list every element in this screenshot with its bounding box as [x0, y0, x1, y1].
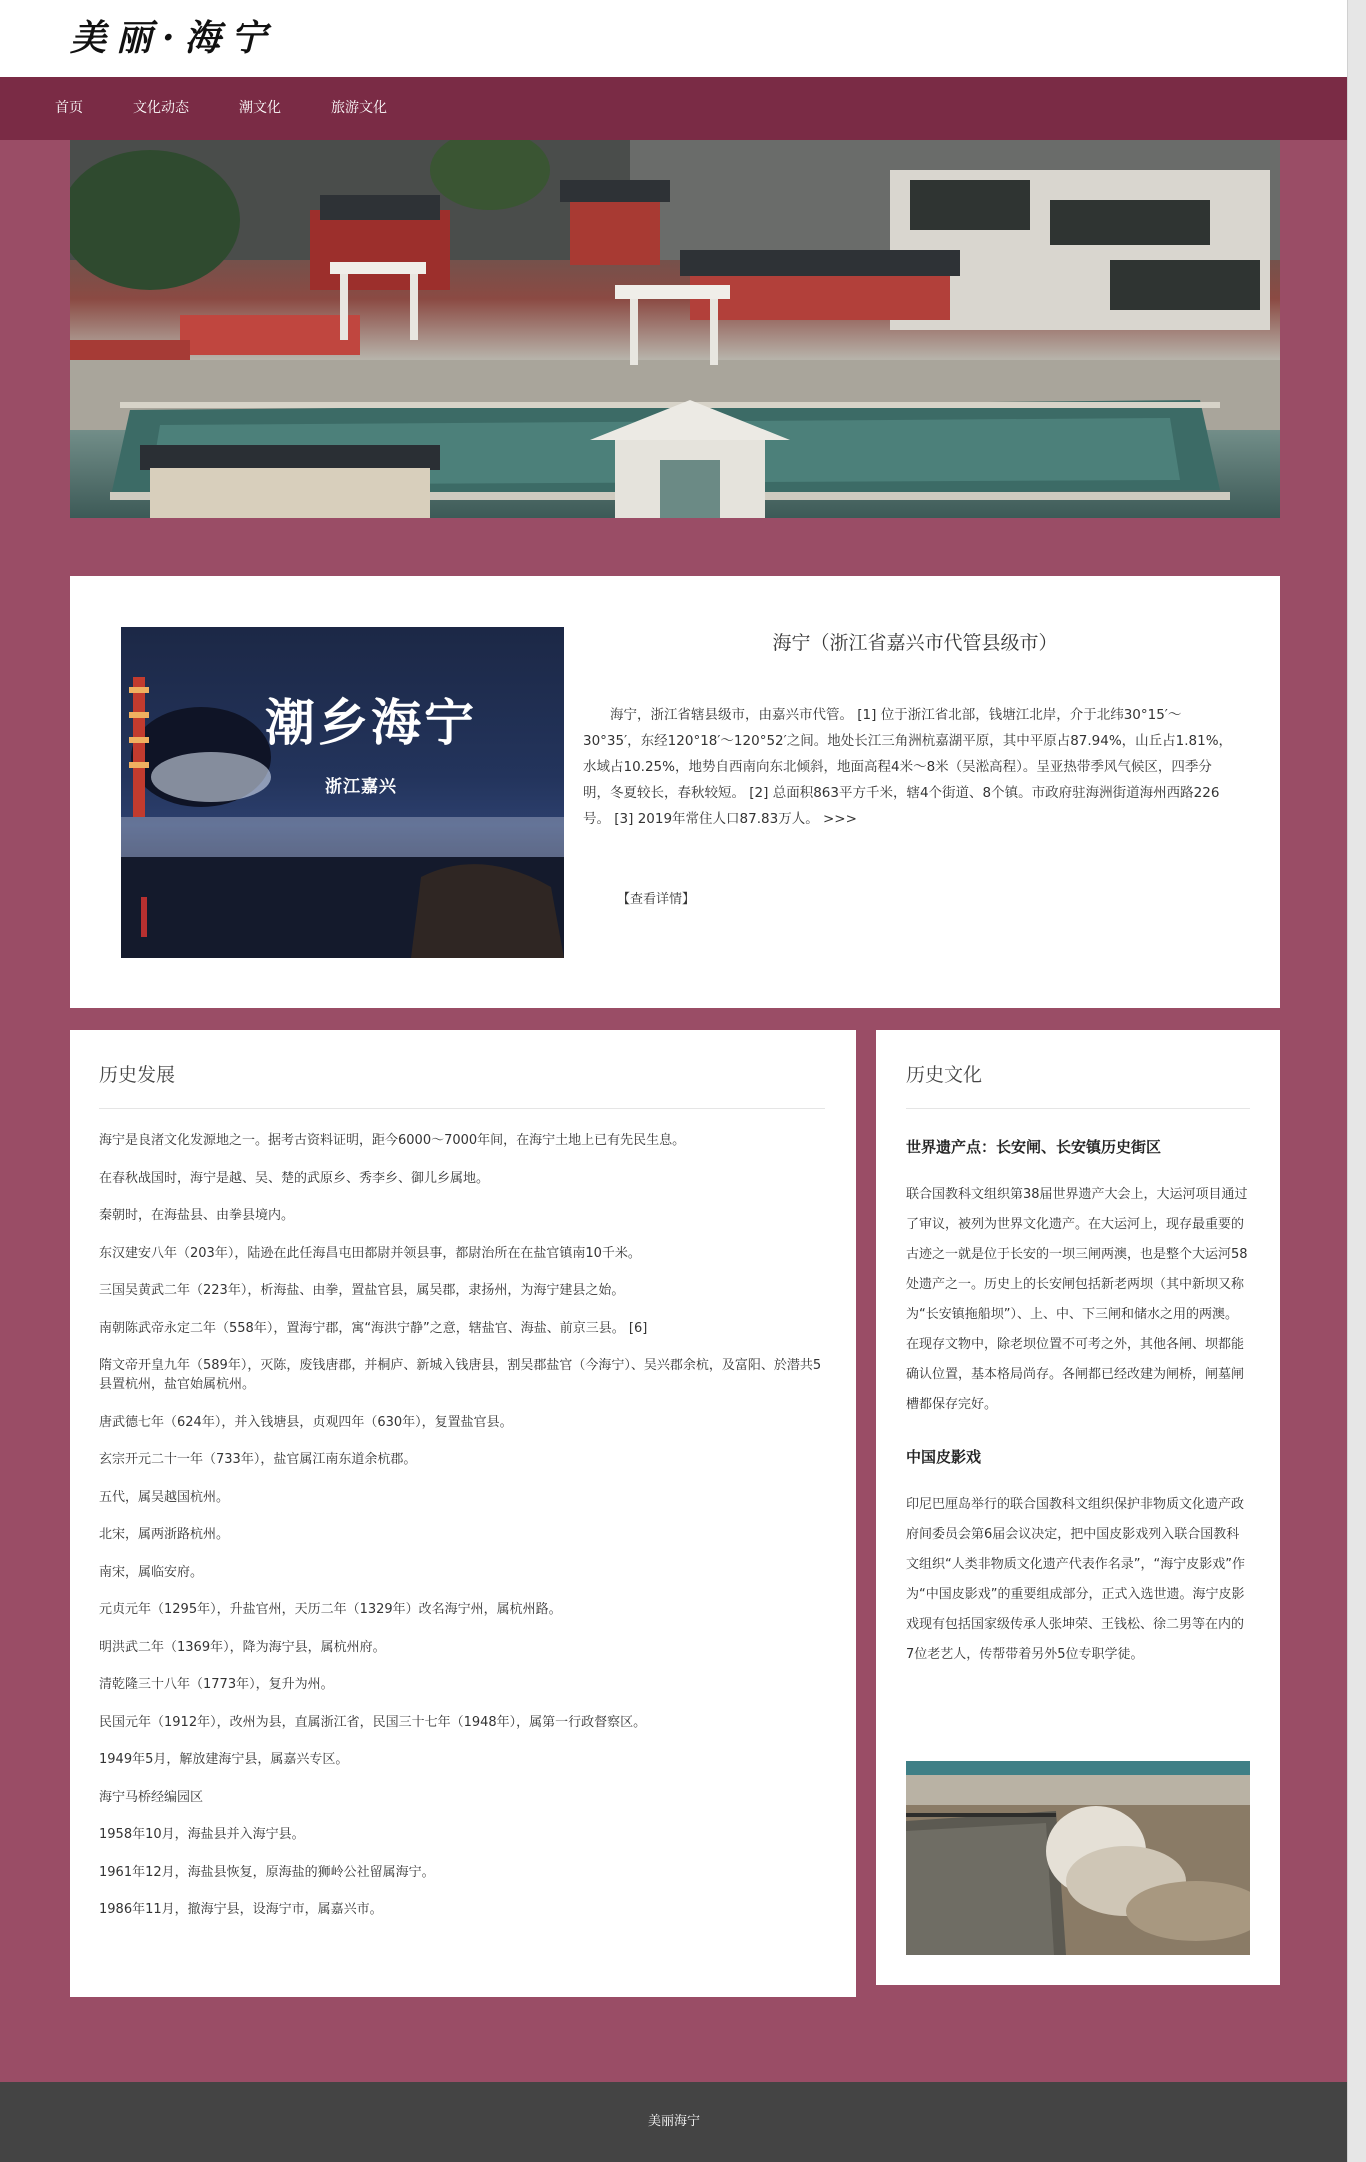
- history-item: 清乾隆三十八年（1773年），复升为州。: [99, 1677, 334, 1692]
- culture-section: [876, 1030, 1280, 1985]
- culture-heading: 历史文化: [906, 1060, 1250, 1109]
- history-item: 北宋，属两浙路杭州。: [99, 1527, 230, 1542]
- history-item: 1958年10月，海盐县并入海宁县。: [99, 1827, 305, 1842]
- intro-description: 海宁，浙江省辖县级市，由嘉兴市代管。 [1] 位于浙江省北部，钱塘江北岸，介于北纬30°15′～30°35′，东经120°18′～120°52′之间。地处长江三角洲杭嘉湖平原，其中平原占87.94%，山丘占1.81%，水域占10.25%，地势自西南向东北倾斜，地面高程4米～8米（吴淞高程）。呈亚热带季风气候区，四季分明，冬夏较长，春秋较短。 [2] 总面积863平方千米，辖4个街道、8个镇。市政府驻海洲街道海州西路226号。 [3] 2019年常住人口87.83万人。 >>>: [583, 707, 1233, 827]
- intro-poster-image: [121, 627, 564, 958]
- nav-item-home[interactable]: 首页: [55, 100, 83, 116]
- view-details-link[interactable]: 【查看详情】: [617, 892, 696, 907]
- history-item: 1949年5月，解放建海宁县，属嘉兴专区。: [99, 1752, 349, 1767]
- world-heritage-title: 世界遗产点：长安闸、长安镇历史街区: [906, 1138, 1162, 1156]
- nav-item-culture-news[interactable]: 文化动态: [133, 100, 189, 116]
- shadow-play-title: 中国皮影戏: [906, 1448, 982, 1466]
- history-item: 五代，属吴越国杭州。: [99, 1489, 230, 1505]
- history-item: 1986年11月，撤海宁县，设海宁市，属嘉兴市。: [99, 1902, 383, 1917]
- history-section: [70, 1030, 856, 1997]
- site-header: [0, 0, 1348, 77]
- history-item: 三国吴黄武二年（223年），析海盐、由拳，置盐官县，属吴郡，隶扬州，为海宁建县之始。: [99, 1283, 625, 1298]
- tidal-bore-illustration: [906, 1761, 1250, 1955]
- nav-item-travel-culture[interactable]: 旅游文化: [331, 100, 387, 116]
- history-item: 东汉建安八年（203年），陆逊在此任海昌屯田都尉并领县事，都尉治所在在盐官镇南10千米。: [99, 1245, 641, 1261]
- main-nav: [0, 77, 1348, 140]
- intro-title: 海宁（浙江省嘉兴市代管县级市）: [772, 632, 1058, 654]
- history-item: 元贞元年（1295年），升盐官州，天历二年（1329年）改名海宁州，属杭州路。: [99, 1602, 562, 1617]
- history-item: 南宋，属临安府。: [99, 1564, 204, 1580]
- history-item: 南朝陈武帝永定二年（558年），置海宁郡，寓“海洪宁静”之意，辖盐官、海盐、前京三县。 [6]: [99, 1320, 648, 1336]
- site-logo[interactable]: 美丽·海宁: [70, 17, 277, 59]
- footer-text: 美丽海宁: [647, 2114, 700, 2129]
- history-item: 民国元年（1912年），改州为县，直属浙江省，民国三十七年（1948年），属第一行政督察区。: [99, 1714, 647, 1730]
- history-heading: 历史发展: [99, 1060, 825, 1109]
- history-item: 海宁是良渚文化发源地之一。据考古资料证明，距今6000～7000年间，在海宁土地上已有先民生息。: [99, 1133, 686, 1148]
- history-item: 隋文帝开皇九年（589年），灭陈，废钱唐郡，并桐庐、新城入钱唐县，割吴郡盐官（今海宁）、吴兴郡余杭，及富阳、於潜共5县置杭州，盐官始属杭州。: [99, 1358, 822, 1392]
- hero-banner-image: [70, 140, 1280, 518]
- nav-item-tide-culture[interactable]: 潮文化: [239, 100, 281, 116]
- history-list: [99, 1131, 829, 1938]
- history-item: 唐武德七年（624年），并入钱塘县，贞观四年（630年），复置盐官县。: [99, 1414, 513, 1430]
- history-item: 明洪武二年（1369年），降为海宁县，属杭州府。: [99, 1639, 386, 1655]
- page-scrollbar[interactable]: [1347, 0, 1366, 2162]
- intro-card: [70, 576, 1280, 1008]
- poster-title: 潮乡海宁: [265, 693, 477, 752]
- history-item: 秦朝时，在海盐县、由拳县境内。: [99, 1208, 295, 1223]
- world-heritage-text: 联合国教科文组织第38届世界遗产大会上，大运河项目通过了审议，被列为世界文化遗产。在大运河上，现存最重要的古迹之一就是位于长安的一坝三闸两澳，也是整个大运河58处遗产之一。历史上的长安闸包括新老两坝（其中新坝又称为“长安镇拖船坝”）、上、中、下三闸和储水之用的两澳。在现存文物中，除老坝位置不可考之外，其他各闸、坝都能确认位置，基本格局尚存。各闸都已经改建为闸桥，闸墓闸槽都保存完好。: [906, 1187, 1248, 1412]
- tidal-bore-image: [906, 1761, 1250, 1955]
- history-item: 玄宗开元二十一年（733年），盐官属江南东道余杭郡。: [99, 1452, 417, 1467]
- history-item: 在春秋战国时，海宁是越、吴、楚的武原乡、秀李乡、御儿乡属地。: [99, 1170, 490, 1186]
- history-item: 1961年12月，海盐县恢复，原海盐的狮岭公社留属海宁。: [99, 1864, 435, 1880]
- poster-subtitle: 浙江嘉兴: [325, 777, 397, 797]
- history-item: 海宁马桥经编园区: [99, 1789, 204, 1805]
- shadow-play-text: 印尼巴厘岛举行的联合国教科文组织保护非物质文化遗产政府间委员会第6届会议决定，把中国皮影戏列入联合国教科文组织“人类非物质文化遗产代表作名录”，“海宁皮影戏”作为“中国皮影戏”的重要组成部分，正式入选世遗。海宁皮影戏现有包括国家级传承人张坤荣、王钱松、徐二男等在内的7位老艺人，传帮带着另外5位专职学徒。: [906, 1497, 1245, 1662]
- site-footer: [0, 2082, 1348, 2162]
- hero-photo-illustration: [70, 140, 1280, 518]
